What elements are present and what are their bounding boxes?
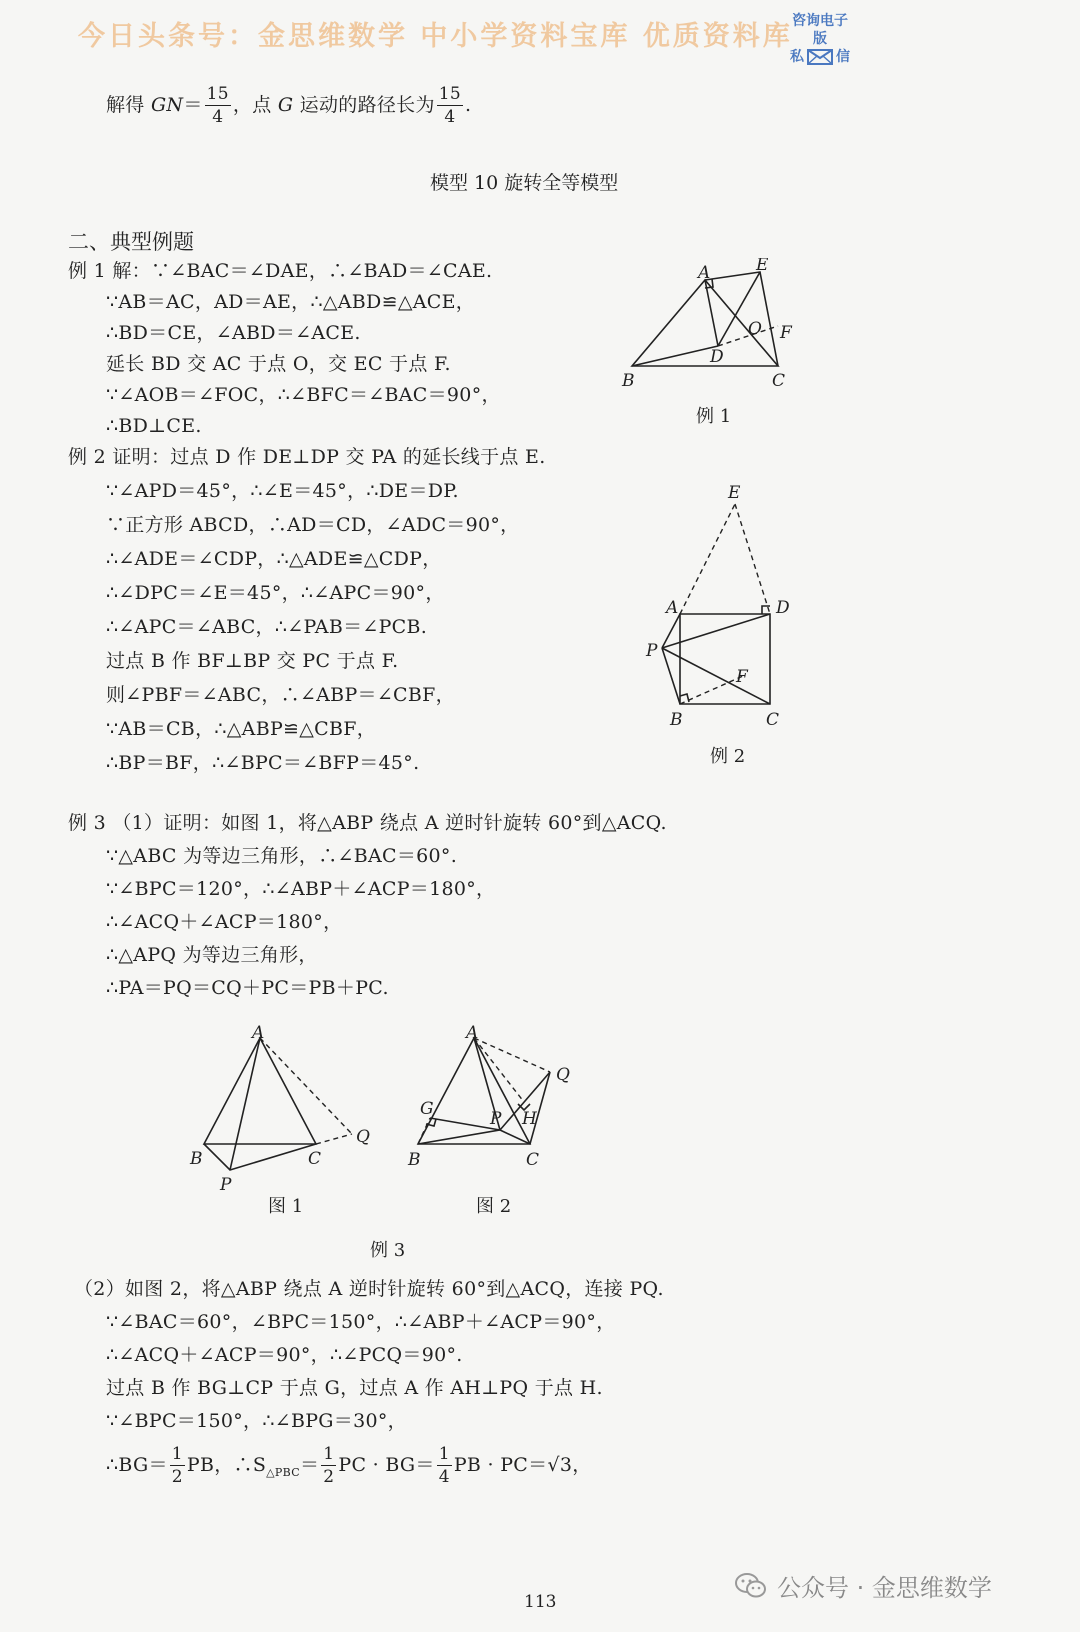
formula-part-a: ∴BG＝	[106, 1454, 168, 1476]
formula-frac1-num: 1	[171, 1444, 183, 1464]
consult-right-char: 信	[836, 49, 850, 65]
ex3-fig1-caption: 图 1	[268, 1196, 304, 1217]
ex1-line-6: ∴BD⊥CE.	[106, 415, 202, 437]
ex3f2-label-h: H	[522, 1109, 537, 1129]
intro-end: .	[465, 94, 472, 116]
ex1-label-f: F	[780, 323, 792, 343]
ex2-line-2: ∵∠APD＝45°，∴∠E＝45°，∴DE＝DP.	[106, 480, 459, 502]
ex3f2-label-g: G	[420, 1099, 434, 1119]
formula-subscript: △PBC	[266, 1465, 300, 1479]
ex2-right-angle-b	[680, 694, 689, 702]
ex2-label-b: B	[670, 710, 683, 730]
intro-var-gn: GN	[150, 94, 184, 116]
ex3f1-label-c: C	[308, 1149, 322, 1169]
intro-frac1-den: 4	[212, 107, 224, 127]
intro-frac2-den: 4	[444, 107, 456, 127]
ex2-line-5: ∴∠DPC＝∠E＝45°，∴∠APC＝90°，	[106, 582, 445, 604]
ex3-part2-line-3: ∴∠ACQ＋∠ACP＝90°，∴∠PCQ＝90°.	[106, 1344, 463, 1366]
ex2-label-e: E	[728, 483, 741, 503]
consult-left-char: 私	[790, 49, 804, 65]
ex3f1-dashed-cq	[316, 1134, 352, 1144]
ex2-label-p: P	[646, 641, 658, 661]
ex1-line-2: ∵AB＝AC，AD＝AE，∴△ABD≌△ACE，	[106, 291, 476, 313]
section-title: 模型 10 旋转全等模型	[430, 172, 619, 194]
intro-frac1-num: 15	[206, 84, 229, 104]
intro-prefix: 解得	[106, 94, 151, 116]
ex3-line-3: ∵∠BPC＝120°，∴∠ABP＋∠ACP＝180°，	[106, 878, 496, 900]
ex2-label-c: C	[766, 710, 780, 730]
ex2-line-7: 过点 B 作 BF⊥BP 交 PC 于点 F.	[106, 650, 399, 672]
formula-frac-2	[321, 1446, 336, 1486]
ex2-dashed-bf	[680, 676, 743, 704]
ex3-line-1: 例 3 （1）证明：如图 1，将△ABP 绕点 A 逆时针旋转 60°到△ACQ.	[68, 812, 667, 834]
ex2-line-8: 则∠PBF＝∠ABC，∴∠ABP＝∠CBF，	[106, 684, 455, 706]
ex3-figure-1	[180, 1020, 390, 1200]
ex1-line-4: 延长 BD 交 AC 于点 O，交 EC 于点 F.	[106, 353, 451, 375]
ex3-part2-line-4: 过点 B 作 BG⊥CP 于点 G，过点 A 作 AH⊥PQ 于点 H.	[106, 1377, 603, 1399]
ex3f1-dashed-aq	[260, 1038, 352, 1134]
ex3f1-label-b: B	[190, 1149, 203, 1169]
ex3f1-segment-bpc	[204, 1144, 316, 1170]
ex1-line-1: 例 1 解：∵∠BAC＝∠DAE，∴∠BAD＝∠CAE.	[68, 260, 493, 282]
ex3-line-4: ∴∠ACQ＋∠ACP＝180°，	[106, 911, 343, 933]
ex3f1-segment-ap	[230, 1038, 260, 1170]
ex1-line-3: ∴BD＝CE，∠ABD＝∠ACE.	[106, 322, 361, 344]
intro-fraction-2	[437, 86, 463, 126]
formula-frac2-num: 1	[323, 1444, 335, 1464]
ex3f2-dashed-ah	[474, 1038, 524, 1102]
ex3-caption: 例 3	[370, 1240, 406, 1261]
mail-icon	[807, 49, 833, 65]
ex3f2-label-c: C	[526, 1150, 540, 1170]
ex3f1-label-p: P	[220, 1175, 232, 1195]
intro-line	[106, 86, 471, 126]
ex1-label-b: B	[622, 371, 635, 391]
formula-frac3-num: 1	[438, 1444, 450, 1464]
ex3f1-triangle-abc	[204, 1038, 316, 1144]
ex1-segment-ad	[705, 280, 718, 346]
ex2-caption: 例 2	[710, 746, 746, 767]
ex2-line-10: ∴BP＝BF，∴∠BPC＝∠BFP＝45°.	[106, 752, 420, 774]
intro-mid2: 运动的路径长为	[293, 94, 435, 116]
formula-frac2-den: 2	[323, 1467, 335, 1487]
ex3-part2-line-1: （2）如图 2，将△ABP 绕点 A 逆时针旋转 60°到△ACQ，连接 PQ.	[74, 1278, 664, 1300]
ex1-line-5: ∵∠AOB＝∠FOC，∴∠BFC＝∠BAC＝90°，	[106, 384, 501, 406]
ex2-line-4: ∴∠ADE＝∠CDP，∴△ADE≌△CDP，	[106, 548, 442, 570]
formula-frac1-den: 2	[171, 1467, 183, 1487]
ex2-segment-pc	[662, 648, 770, 704]
ex3f2-label-b: B	[408, 1150, 421, 1170]
ex3f2-dashed-aq	[474, 1038, 550, 1072]
formula-part-b: PB，∴S	[186, 1454, 267, 1476]
ex2-line-1: 例 2 证明：过点 D 作 DE⊥DP 交 PA 的延长线于点 E.	[68, 446, 546, 468]
ex2-label-f: F	[736, 667, 748, 687]
ex2-dashed-ae	[680, 504, 735, 614]
ex3f1-label-a: A	[252, 1023, 265, 1043]
intro-eq: ＝	[183, 94, 203, 116]
ex1-label-a: A	[698, 263, 711, 283]
intro-var-g: G	[277, 94, 294, 116]
ex2-label-d: D	[776, 598, 790, 618]
ex2-label-a: A	[666, 598, 679, 618]
section-heading: 二、典型例题	[68, 230, 194, 254]
formula-frac3-den: 4	[438, 1467, 450, 1487]
formula-frac-3	[437, 1446, 452, 1486]
ex3f2-label-q: Q	[556, 1065, 570, 1085]
ex1-label-d: D	[710, 347, 724, 367]
ex3f2-segment-bpc	[418, 1130, 530, 1144]
ex3f2-triangle-abc	[418, 1038, 530, 1144]
formula-part-d: PC · BG＝	[338, 1454, 435, 1476]
ex3-part2-line-5: ∵∠BPC＝150°，∴∠BPG＝30°，	[106, 1410, 407, 1432]
ex3-formula-line	[106, 1446, 592, 1486]
ex3-line-5: ∴△APQ 为等边三角形，	[106, 944, 318, 966]
consult-badge[interactable]	[790, 12, 850, 66]
intro-frac2-num: 15	[438, 84, 462, 104]
ex1-label-c: C	[772, 371, 786, 391]
formula-frac-1	[170, 1446, 185, 1486]
ex1-label-o: O	[748, 319, 762, 339]
ex2-line-6: ∴∠APC＝∠ABC，∴∠PAB＝∠PCB.	[106, 616, 428, 638]
ex2-line-9: ∵AB＝CB，∴△ABP≌△CBF，	[106, 718, 377, 740]
footer-brand	[735, 1568, 992, 1603]
ex1-figure	[610, 258, 810, 398]
intro-fraction-1	[205, 86, 231, 126]
consult-label: 咨询电子版	[792, 13, 848, 47]
ex2-figure	[640, 478, 810, 738]
ex3f2-label-p: P	[490, 1109, 502, 1129]
wechat-icon	[735, 1572, 767, 1600]
ex2-line-3: ∵正方形 ABCD，∴AD＝CD，∠ADC＝90°，	[106, 514, 520, 536]
formula-part-e: PB · PC＝√3，	[453, 1454, 592, 1476]
footer-brand-text: 公众号 · 金思维数学	[777, 1574, 992, 1602]
intro-mid: ，点	[232, 94, 278, 116]
ex1-caption: 例 1	[696, 406, 732, 427]
ex3-line-6: ∴PA＝PQ＝CQ＋PC＝PB＋PC.	[106, 977, 389, 999]
header-watermark: 今日头条号：金思维数学 中小学资料宝库 优质资料库	[78, 21, 793, 52]
ex1-segment-bd	[632, 346, 718, 366]
ex3-figure-2	[400, 1020, 600, 1180]
page-number: 113	[524, 1592, 557, 1612]
ex3-part2-line-2: ∵∠BAC＝60°，∠BPC＝150°，∴∠ABP＋∠ACP＝90°，	[106, 1311, 616, 1333]
ex3f2-label-a: A	[466, 1023, 479, 1043]
formula-part-c: ＝	[299, 1454, 320, 1476]
ex3f1-label-q: Q	[356, 1127, 370, 1147]
ex2-dashed-ed	[735, 504, 770, 614]
ex3-line-2: ∵△ABC 为等边三角形，∴∠BAC＝60°.	[106, 845, 458, 867]
ex1-label-e: E	[756, 258, 769, 275]
ex3-fig2-caption: 图 2	[476, 1196, 512, 1217]
